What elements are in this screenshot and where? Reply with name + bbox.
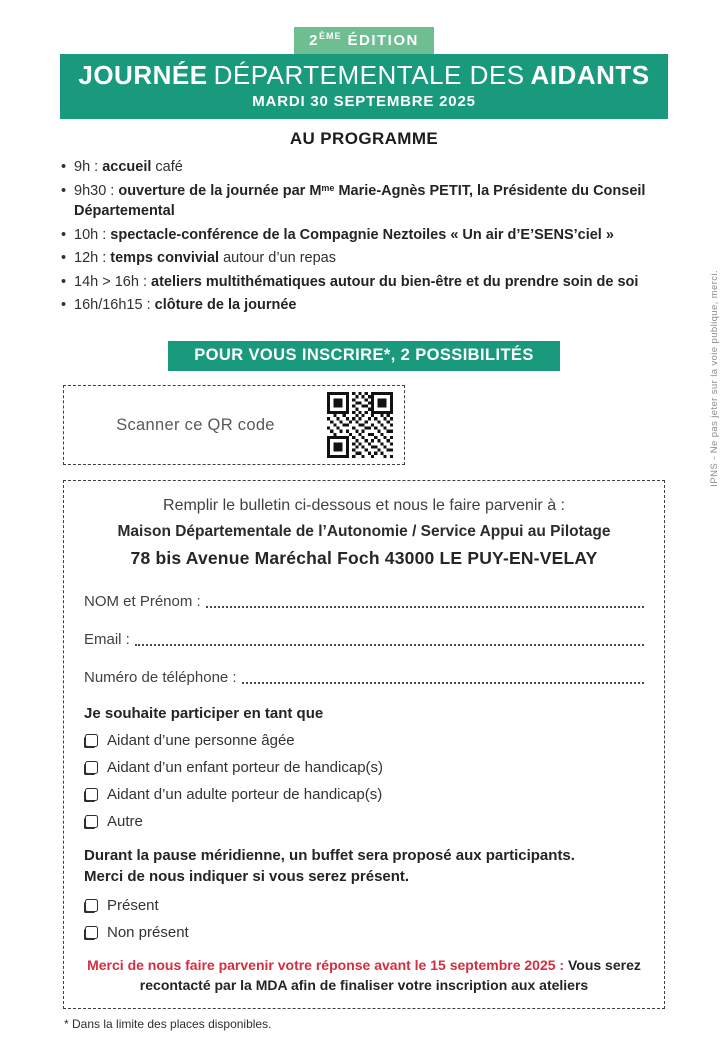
qr-code-icon (327, 392, 393, 458)
program-list (60, 157, 668, 316)
checkbox-icon (85, 899, 98, 912)
title-banner (60, 54, 668, 119)
flyer-page (0, 27, 728, 1057)
deadline-notice (84, 955, 644, 996)
program-item (60, 181, 668, 222)
program-item (60, 157, 668, 178)
program-item (60, 272, 668, 293)
edition-word: ÉDITION (347, 32, 419, 49)
qr-instruction: Scanner ce QR code (116, 415, 275, 434)
page-content (60, 27, 668, 1031)
edition-ordinal-sup: ÈME (318, 31, 342, 41)
option-label: Aidant d’un enfant porteur de handicap(s) (107, 759, 384, 777)
checkbox-icon (85, 815, 98, 828)
program-item-time: 14h > 16h : (74, 273, 151, 290)
program-item-activity-cont: Marie-Agnès PETIT, la Présidente du Conseil Départemental (74, 182, 646, 220)
deadline-notice-black: Vous serez recontacté par la MDA afin de finaliser votre inscription aux ateliers (139, 957, 641, 994)
program-item-activity: ouverture de la journée par M (118, 182, 322, 199)
page-title (60, 60, 668, 91)
qr-section (63, 385, 405, 465)
option-label: Aidant d’une personne âgée (107, 732, 295, 750)
phone-field-label: Numéro de téléphone : (84, 669, 237, 687)
option-label: Présent (107, 897, 159, 915)
checkbox-icon (85, 761, 98, 774)
deadline-notice-red: Merci de nous faire parvenir votre réponse avant le 15 septembre 2025 : (87, 957, 565, 974)
option-label: Autre (107, 813, 143, 831)
option-aidant-personne-agee (84, 732, 644, 749)
program-heading: AU PROGRAMME (289, 129, 439, 148)
form-organization: Maison Départementale de l’Autonomie / Service Appui au Pilotage (117, 523, 611, 541)
option-aidant-enfant-handicap (84, 759, 644, 776)
buffet-note-line2: Merci de nous indiquer si vous serez présent. (84, 868, 410, 886)
program-item-time: 16h/16h15 : (74, 297, 155, 314)
title-part-aidants: AIDANTS (530, 60, 650, 90)
program-item-activity: clôture de la journée (154, 297, 297, 314)
checkbox-icon (85, 788, 98, 801)
program-item (60, 295, 668, 316)
form-intro: Remplir le bulletin ci-dessous et nous le faire parvenir à : (163, 497, 565, 515)
program-item-time: 12h : (74, 250, 111, 267)
option-label: Non présent (107, 924, 189, 942)
inscribe-banner: POUR VOUS INSCRIRE*, 2 POSSIBILITÉS (168, 341, 559, 371)
buffet-note-line1: Durant la pause méridienne, un buffet sera proposé aux participants. (84, 847, 575, 865)
program-item (60, 248, 668, 269)
field-row-email (84, 631, 644, 648)
title-part-departementale: DÉPARTEMENTALE DES (213, 60, 525, 90)
edition-badge (294, 27, 434, 54)
name-field-label: NOM et Prénom : (84, 593, 201, 611)
field-row-name (84, 593, 644, 610)
checkbox-icon (85, 926, 98, 939)
field-row-phone (84, 669, 644, 686)
name-field-line (206, 606, 644, 608)
program-item-activity: accueil (102, 159, 152, 175)
checkbox-icon (85, 734, 98, 747)
places-footnote: * Dans la limite des places disponibles. (64, 1016, 272, 1031)
event-date: MARDI 30 SEPTEMBRE 2025 (252, 93, 476, 110)
program-item-time: 9h30 : (74, 182, 119, 199)
option-autre (84, 813, 644, 830)
email-field-line (135, 644, 644, 646)
form-address: 78 bis Avenue Maréchal Foch 43000 LE PUY-EN-VELAY (130, 548, 598, 569)
program-item-detail: autour d’un repas (219, 250, 336, 267)
option-aidant-adulte-handicap (84, 786, 644, 803)
program-item-activity: ateliers multithématiques autour du bien-être et du prendre soin de soi (151, 273, 639, 290)
program-item-time: 9h : (74, 159, 103, 175)
program-item-time: 10h : (74, 226, 111, 243)
program-item (60, 225, 668, 246)
program-item-sup: me (321, 182, 335, 193)
option-non-present (84, 924, 644, 941)
program-item-activity: spectacle-conférence de la Compagnie Neztoiles « Un air d’E’SENS’ciel » (110, 226, 614, 243)
registration-form (63, 480, 665, 1009)
edition-number: 2 (309, 32, 319, 49)
buffet-note (84, 845, 644, 887)
phone-field-line (242, 682, 644, 684)
option-label: Aidant d’un adulte porteur de handicap(s) (107, 786, 383, 804)
title-part-journee: JOURNÉE (78, 60, 208, 90)
program-item-activity: temps convivial (110, 250, 220, 267)
participate-heading: Je souhaite participer en tant que (84, 705, 324, 723)
email-field-label: Email : (84, 631, 130, 649)
option-present (84, 897, 644, 914)
program-item-detail: café (151, 159, 183, 175)
ipns-side-note: IPNS - Ne pas jeter sur la voie publique, merci. (709, 270, 720, 487)
